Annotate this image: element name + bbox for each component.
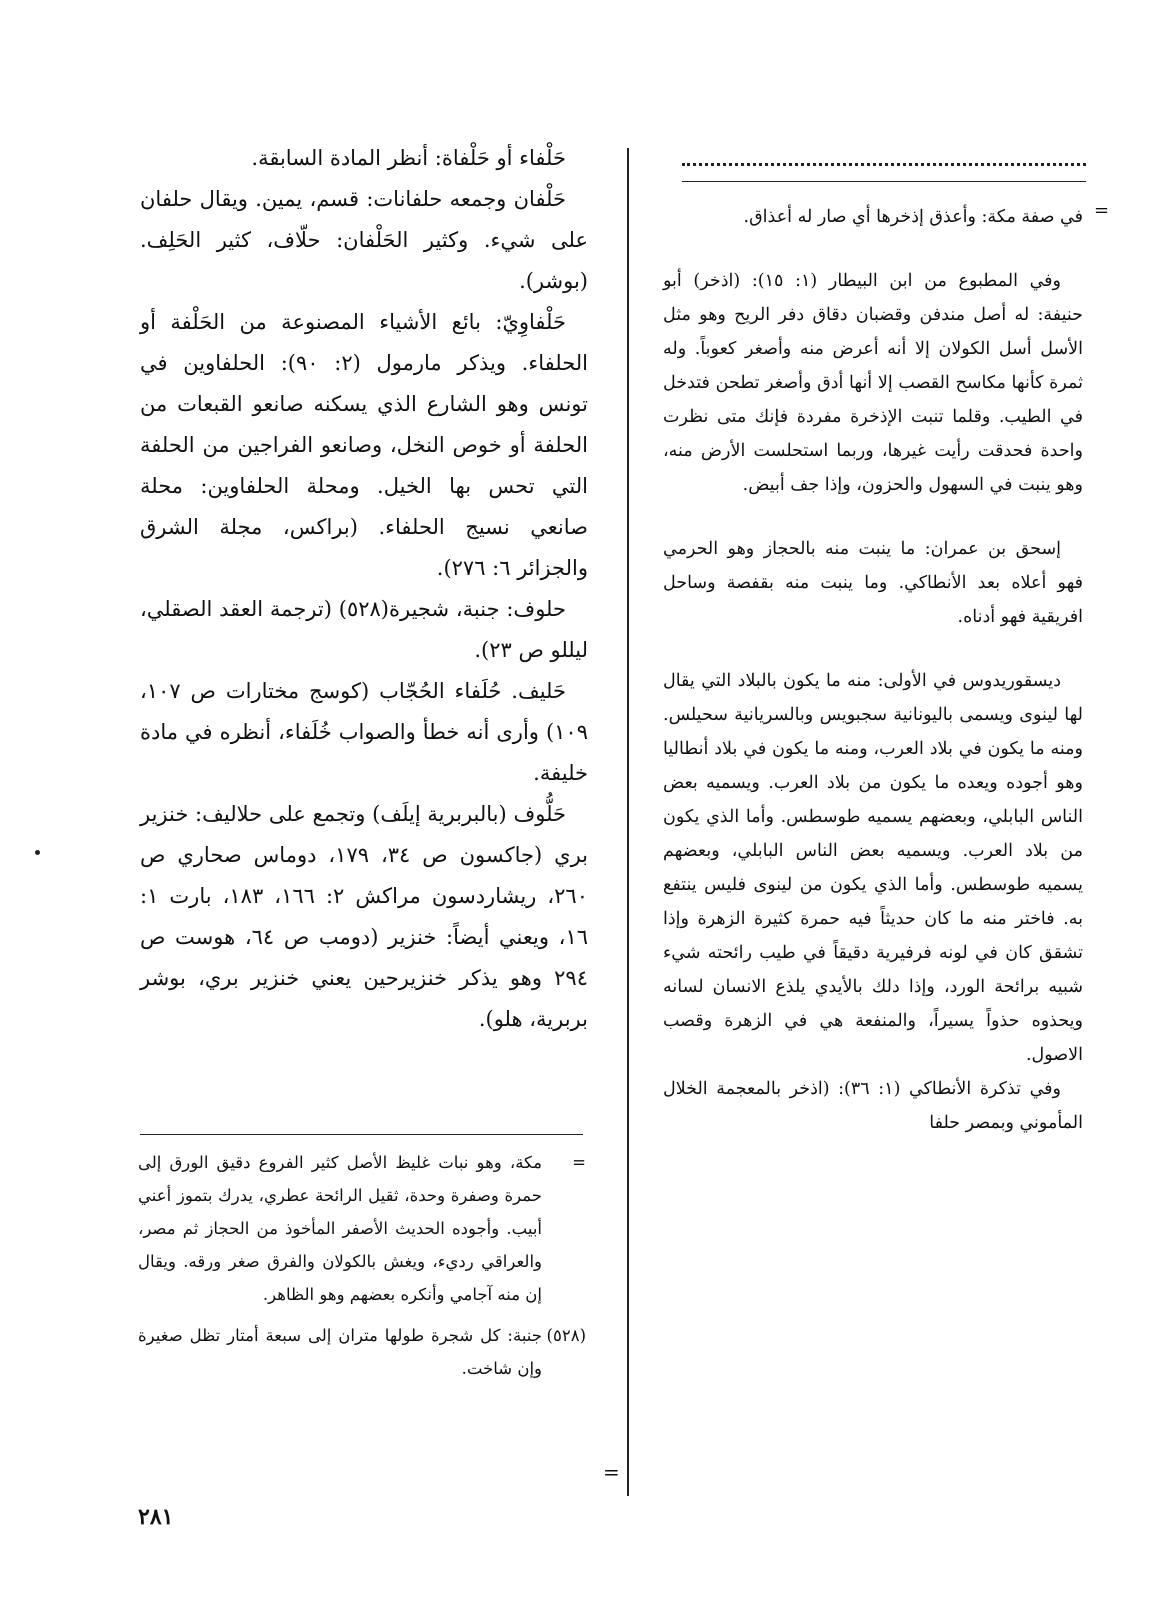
footnote-rule xyxy=(140,1134,583,1135)
footnote-text: مكة، وهو نبات غليظ الأصل كثير الفروع دقيق الورق إلى حمرة وصفرة وحدة، ثقيل الرائحة عطري، يدرك بتموز أعني أبيب. وأجوده الحديث الأصفر المأخوذ من الحجاز ثم مصر، والعراقي رديء، ويغش بالكولان والفرق صغر ورقه. ويقال إن منه آجامي وأنكره بعضهم وهو الظاهر. xyxy=(138,1153,542,1304)
top-dotted-rule xyxy=(682,163,1086,166)
top-solid-rule xyxy=(682,181,1086,182)
footnote-mark: = xyxy=(572,1153,586,1172)
dictionary-entry: حَليف. حُلَفاء الحُجّاب (كوسج مختارات ص ١٠٧، ١٠٩) وأرى أنه خطأ والصواب خُلَفاء، أنظره في مادة خليفة. xyxy=(140,679,588,785)
right-paragraph: في صفة مكة: وأعذق إذخرها أي صار له أعذاق. xyxy=(743,207,1083,227)
right-paragraph: وفي المطبوع من ابن البيطار (١: ١٥): (اذخر) أبو حنيفة: له أصل مندفن وقضبان دقاق دفر الريح وهو مثل الأسل أسل الكولان إلا أنه أعرض منه وأصغر كعوباً. وله ثمرة كأنها مكاسح القصب إلا أنها أدق وأصغر تطحن فتدخل في الطيب. وقلما تنبت الإذخرة مفردة فإنك متى نظرت واحدة فحدقت رأيت غيرها، وربما استحلست الأرض منه، وهو ينبت في السهول والحزون، وإذا جف أبيض. xyxy=(663,271,1083,495)
footnote xyxy=(138,1146,586,1311)
footnotes xyxy=(138,1146,586,1385)
footnote xyxy=(138,1319,586,1385)
left-column xyxy=(140,138,588,1040)
dictionary-entry: حلوف: جنبة، شجيرة(٥٢٨) (ترجمة العقد الصقلي، ليللو ص ٢٣). xyxy=(140,597,588,662)
footnote-text: جنبة: كل شجرة طولها متران إلى سبعة أمتار تظل صغيرة وإن شاخت. xyxy=(138,1326,542,1378)
margin-continuation-mark: = xyxy=(1094,200,1110,221)
margin-dot xyxy=(35,850,40,855)
column-divider xyxy=(627,148,629,1496)
footnote-mark: (٥٢٨) xyxy=(546,1326,586,1345)
right-paragraph: ديسقوريدوس في الأولى: منه ما يكون بالبلاد التي يقال لها لينوى ويسمى باليونانية سجبويس وبالسريانية سحيلس. ومنه ما يكون في بلاد العرب، ومنه ما يكون في بلاد أنطاليا وهو أجوده ويعده ما يكون من بلاد العرب. ويسميه بعض الناس البابلي، وبعضهم يسميه طوسطس. وأما الذي يكون من بلاد العرب. ويسميه بعض الناس البابلي، وبعضهم يسميه طوسطس. وأما الذي يكون من لينوى فليس ينتفع به. فاختر منه ما كان حديثاً فيه حمرة كثيرة الزهرة وإذا تشقق كان في لونه فرفيرية دقيقاً في طيب رائحته شيء شبيه برائحة الورد، وإذا دلك بالأيدي يلذع الانسان لسانه ويحذوه حذواً يسيراً، والمنفعة هي في الزهرة وقصب الاصول. xyxy=(663,671,1083,1065)
dictionary-entry: حَلْفاوِيّ: بائع الأشياء المصنوعة من الحَلْفة أو الحلفاء. ويذكر مارمول (٢: ٩٠): الحلفاوين في تونس وهو الشارع الذي يسكنه صانعو القبعات من الحلفة أو خوص النخل، وصانعو الفراجين من الحلفة التي تحس بها الخيل. ومحلة الحلفاوين: محلة صانعي نسيج الحلفاء. (براكس، مجلة الشرق والجزائر ٦: ٢٧٦). xyxy=(140,310,588,580)
dictionary-entry: حَلْفاء أو حَلْفاة: أنظر المادة السابقة. xyxy=(251,146,566,170)
right-paragraph: وفي تذكرة الأنطاكي (١: ٣٦): (اذخر بالمعجمة الخلال المأموني وبمصر حلفا xyxy=(663,1079,1083,1133)
dictionary-entry: حَلُّوف (بالبربرية إيلَف) وتجمع على حلاليف: خنزير بري (جاكسون ص ٣٤، ١٧٩، دوماس صحاري ص ٢٦٠، ريشاردسون مراكش ٢: ١٦٦، ١٨٣، بارت ١: ١٦، ويعني أيضاً: خنزير (دومب ص ٦٤، هوست ص ٢٩٤ وهو يذكر خنزيرحين يعني خنزير بري، بوشر بربرية، هلو). xyxy=(140,802,589,1031)
page-number: ٢٨١ xyxy=(138,1504,174,1530)
continuation-mark: = xyxy=(603,1460,620,1484)
right-paragraph: إسحق بن عمران: ما ينبت منه بالحجاز وهو الحرمي فهو أعلاه بعد الأنطاكي. وما ينبت منه بقفصة وساحل افريقية فهو أدناه. xyxy=(663,539,1083,627)
dictionary-entry: حَلْفان وجمعه حلفانات: قسم، يمين. ويقال حلفان على شيء. وكثير الحَلْفان: حلّاف، كثير الحَلِف. (بوشر). xyxy=(140,187,588,293)
right-column xyxy=(663,200,1083,1140)
